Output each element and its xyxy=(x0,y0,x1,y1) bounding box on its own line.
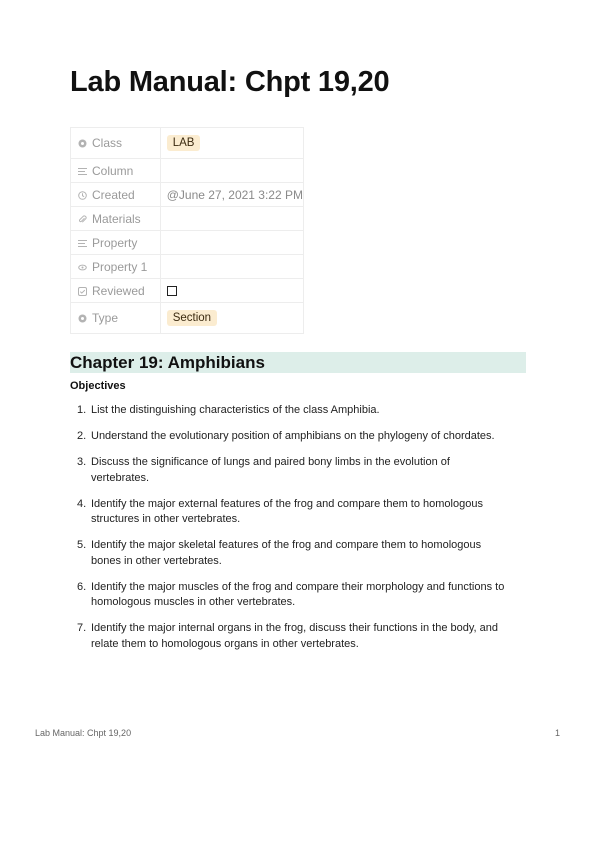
property-key-cell xyxy=(71,231,161,255)
list-item xyxy=(70,429,510,445)
property-row-reviewed xyxy=(71,279,304,303)
property-key: Materials xyxy=(92,211,141,226)
property-row-property xyxy=(71,231,304,255)
property-1-value[interactable] xyxy=(160,255,303,279)
list-item xyxy=(70,403,510,419)
property-value[interactable] xyxy=(160,231,303,255)
text-lines-icon xyxy=(78,239,87,248)
page-title: Lab Manual: Chpt 19,20 xyxy=(70,66,390,98)
footer-document-title: Lab Manual: Chpt 19,20 xyxy=(35,728,132,738)
property-row-class xyxy=(71,128,304,159)
property-key: Class xyxy=(92,136,123,150)
property-row-materials xyxy=(71,207,304,231)
property-key: Type xyxy=(92,311,119,325)
chapter-heading: Chapter 19: Amphibians xyxy=(70,352,526,373)
reviewed-value[interactable] xyxy=(160,279,303,303)
list-item-text: Identify the major skeletal features of the frog and compare them to homologous bones in other vertebrates. xyxy=(91,539,482,567)
list-item-number: 5. xyxy=(77,539,87,552)
list-item-text: Identify the major muscles of the frog and compare their morphology and functions to homologous muscles in other vertebrates. xyxy=(91,580,505,609)
list-item xyxy=(70,538,510,569)
clock-icon xyxy=(78,191,87,200)
list-item-number: 2. xyxy=(77,429,87,442)
property-key-cell xyxy=(71,207,161,231)
list-item-text: List the distinguishing characteristics of the class Amphibia. xyxy=(91,404,380,416)
circle-dot-icon xyxy=(78,139,87,148)
objectives-heading: Objectives xyxy=(70,380,126,392)
list-item xyxy=(70,580,510,611)
property-key-cell xyxy=(71,255,161,279)
property-key-cell xyxy=(71,279,161,303)
checkbox-icon xyxy=(78,287,87,296)
column-value[interactable] xyxy=(160,159,303,183)
property-key-cell xyxy=(71,303,161,334)
property-row-type xyxy=(71,303,304,334)
objectives-list xyxy=(70,403,510,663)
list-item-number: 6. xyxy=(77,580,87,593)
property-value-cell[interactable] xyxy=(160,128,303,159)
property-key: Property xyxy=(92,235,138,250)
property-row-created xyxy=(71,183,304,207)
type-tag[interactable]: Section xyxy=(167,310,217,326)
list-item-text: Identify the major internal organs in the frog, discuss their functions in the body, and relate them to homologous organs in other vertebrates. xyxy=(91,622,499,650)
list-item-text: Discuss the significance of lungs and paired bony limbs in the evolution of vertebrates. xyxy=(91,455,450,484)
property-key: Created xyxy=(92,187,135,202)
link-icon xyxy=(78,263,87,272)
footer-page-number: 1 xyxy=(554,728,560,738)
property-key-cell xyxy=(71,183,161,207)
property-key: Property 1 xyxy=(92,259,148,274)
circle-dot-icon xyxy=(78,314,87,323)
list-item-text: Understand the evolutionary position of amphibians on the phylogeny of chordates. xyxy=(91,429,495,442)
list-item xyxy=(70,621,510,652)
list-item xyxy=(70,497,510,528)
property-key-cell xyxy=(71,159,161,183)
created-value: @June 27, 2021 3:22 PM xyxy=(166,187,303,202)
list-item-number: 3. xyxy=(77,455,87,468)
property-key-cell xyxy=(71,128,161,159)
list-item-number: 7. xyxy=(77,622,87,635)
property-key: Column xyxy=(92,163,134,178)
property-key: Reviewed xyxy=(92,283,145,298)
list-item-number: 1. xyxy=(77,404,87,416)
reviewed-checkbox[interactable] xyxy=(167,286,177,296)
property-row-property-1 xyxy=(71,255,304,279)
properties-table xyxy=(70,127,304,334)
paperclip-icon xyxy=(78,215,87,224)
list-item xyxy=(70,455,510,486)
text-lines-icon xyxy=(78,167,87,176)
property-row-column xyxy=(71,159,304,183)
class-tag[interactable]: LAB xyxy=(167,135,201,151)
list-item-text: Identify the major external features of the frog and compare them to homologous structures in other vertebrates. xyxy=(91,497,483,526)
list-item-number: 4. xyxy=(77,497,87,510)
property-value-cell[interactable] xyxy=(160,303,303,334)
materials-value[interactable] xyxy=(160,207,303,231)
